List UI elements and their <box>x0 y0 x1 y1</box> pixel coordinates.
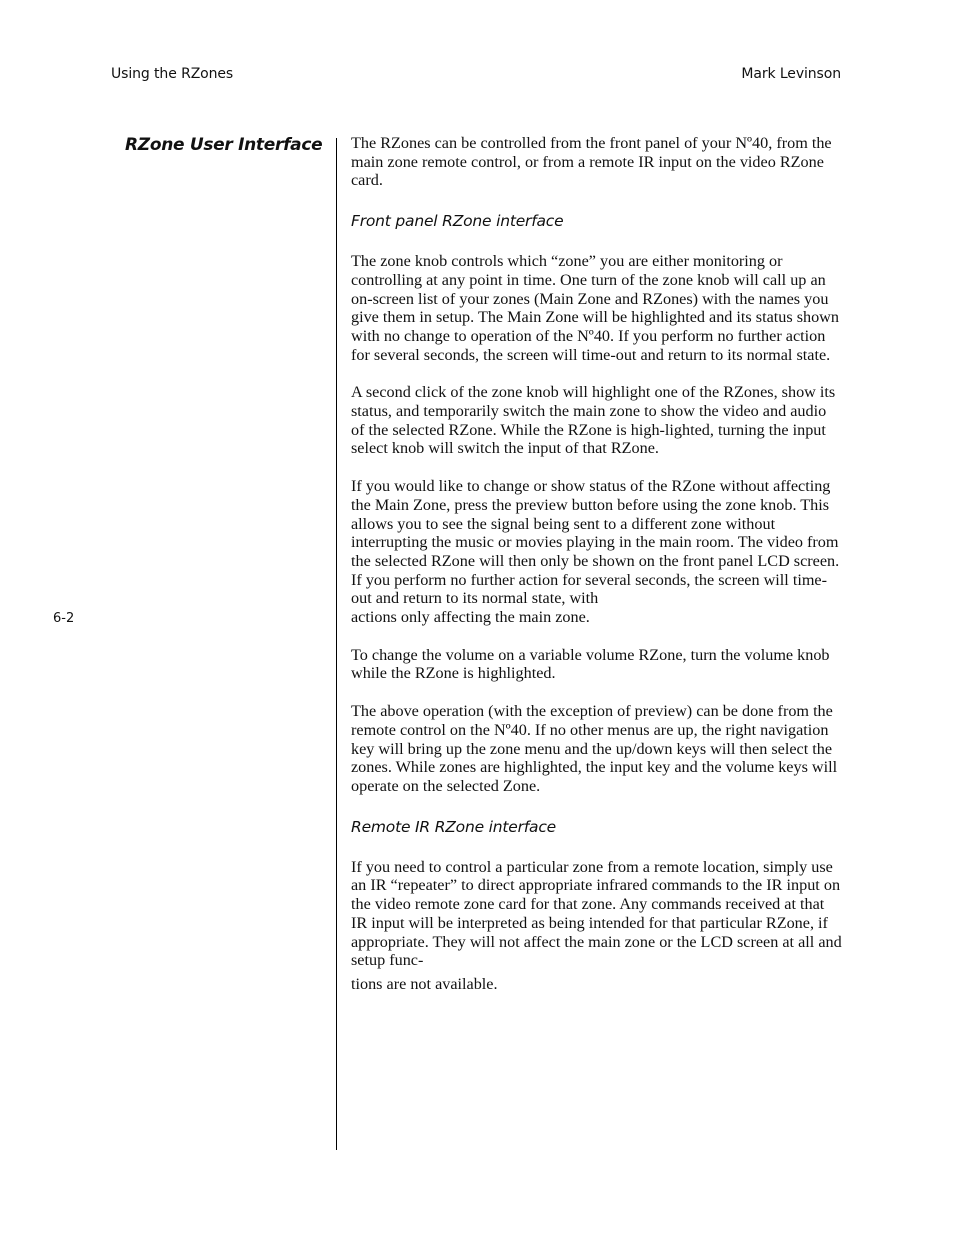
paragraph-3-main: If you would like to change or show status of the RZone without affecting the Main Zone, press the preview button before using the zone knob. This allows you to see the signal being sent to a different zone without interrupting the music or movies playing in the main room. The video from the selected RZone will then only be shown on the front panel LCD screen. If you perform no further action for several seconds, the screen will time-out and return to its normal state, with <box>351 477 840 608</box>
paragraph-3-tail: actions only affecting the main zone. <box>351 608 590 627</box>
front-panel-paragraph-3 <box>351 477 843 627</box>
front-panel-paragraph-5: The above operation (with the exception of preview) can be done from the remote control on the Nº40. If no other menus are up, the right navigation key will bring up the zone menu and the up/down keys will then select the zones. While zones are highlighted, the input key and the volume keys will operate on the selected Zone. <box>351 702 838 795</box>
running-header-right: Mark Levinson <box>741 66 841 82</box>
column-divider <box>336 138 337 1150</box>
intro-paragraph: The RZones can be controlled from the front panel of your Nº40, from the main zone remote control, or from a remote IR input on the video RZone card. <box>351 134 832 190</box>
front-panel-paragraph-2: A second click of the zone knob will highlight one of the RZones, show its status, and temporarily switch the main zone to show the video and audio of the selected RZone. While the RZone is high-lighted, turning the input select knob will switch the input of that RZone. <box>351 383 836 458</box>
front-panel-heading: Front panel RZone interface <box>351 212 564 231</box>
page-number: 6-2 <box>53 611 75 626</box>
remote-ir-paragraph <box>351 858 843 994</box>
front-panel-paragraph-1: The zone knob controls which “zone” you are either monitoring or controlling at any point in time. One turn of the zone knob will call up an on-screen list of your zones (Main Zone and RZones) with the names you give them in setup. The Main Zone will be highlighted and its status shown with no change to operation of the Nº40. If you perform no further action for several seconds, the screen will time-out and return to its normal state. <box>351 252 839 364</box>
section-title: RZone User Interface <box>125 135 323 155</box>
body-column <box>351 134 843 994</box>
remote-ir-main: If you need to control a particular zone from a remote location, simply use an IR “repeater” to direct appropriate infrared commands to the IR input on the video remote zone card for that zone. Any commands received at that IR input will be interpreted as being intended for that particular RZone, if appropriate. They will not affect the main zone or the LCD screen at all and setup func- <box>351 857 842 970</box>
remote-ir-heading: Remote IR RZone interface <box>351 817 556 836</box>
remote-ir-tail: tions are not available. <box>351 974 498 993</box>
running-header-left: Using the RZones <box>111 66 234 82</box>
front-panel-paragraph-4: To change the volume on a variable volume RZone, turn the volume knob while the RZone is highlighted. <box>351 645 830 683</box>
